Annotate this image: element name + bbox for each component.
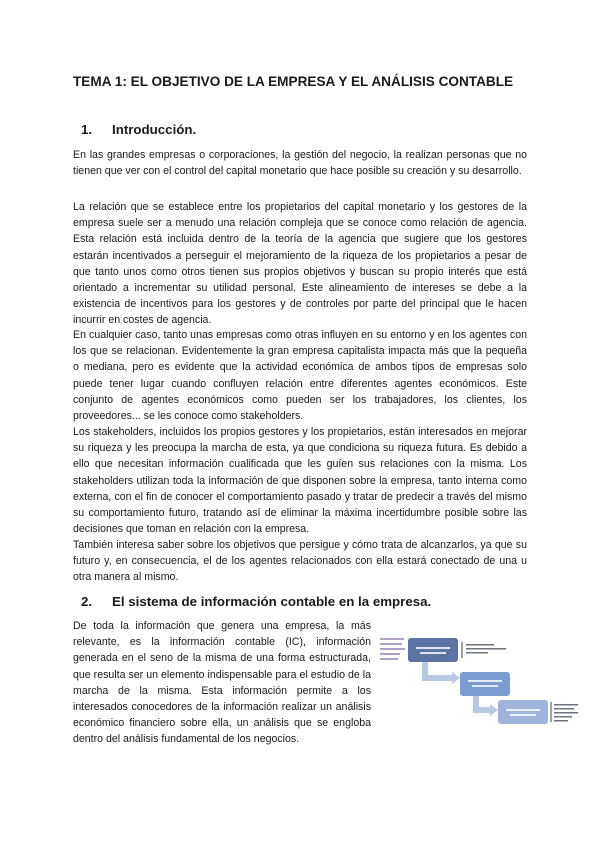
flow-box-2: [460, 672, 510, 696]
paragraph: La relación que se establece entre los propietarios del capital monetario y los gestores de la empresa suele ser a menudo una relación compleja que se conoce como relación de agencia. Esta relación está incluida dentro de la teoría de la agencia que sugiere que los gestores estarán incentivados a perseguir el mejoramiento de la riqueza de los propietarios a pesar de que tanto unos como otros tienen sus propios objetivos y buscan su propio interés que está orientado a incrementar su utilidad personal. Este alineamiento de intereses se debe a la existencia de incentivos para los gestores y de controles por parte del principal que le hacen incurrir en costes de agencia.: [73, 201, 527, 327]
section-title: El sistema de información contable en la empresa.: [112, 594, 432, 609]
paragraph: En las grandes empresas o corporaciones, la gestión del negocio, la realizan personas que no tienen que ver con el control del capital monetario que hace posible su creación y su desarrollo.: [73, 149, 527, 178]
section-heading-introduccion: [81, 121, 196, 139]
arrow-head: [490, 704, 498, 716]
arrow-head: [452, 672, 460, 684]
box-annotation: [550, 702, 578, 722]
section-number: 2.: [81, 594, 93, 609]
diagram-note: [380, 638, 405, 660]
page-title: TEMA 1: EL OBJETIVO DE LA EMPRESA Y EL ANÁLISIS CONTABLE: [73, 74, 514, 89]
flow-arrow: [425, 660, 452, 678]
flow-box-3: [498, 700, 548, 724]
section-title: Introducción.: [112, 122, 197, 137]
information-flow-diagram: [380, 630, 580, 740]
paragraph: Los stakeholders, incluidos los propios gestores y los propietarios, están interesados en mejorar su riqueza y les preocupa la marcha de esta, ya que condiciona su riqueza futura. Es debido a ello que necesitan información cualificada que les guíen sus relaciones con la misma. Los stakeholders utilizan toda la información de que disponen sobre la empresa, tanto interna como externa, con el fin de conocer el comportamiento pasado y tratar de predecir a través del mismo su comportamiento futuro, tratando así de eliminar la máxima incertidumbre posible sobre las decisiones que toman en relación con la empresa.: [73, 426, 527, 536]
flow-box-1: [408, 638, 458, 662]
paragraph: En cualquier caso, tanto unas empresas como otras influyen en su entorno y en los agentes con los que se relacionan. Evidentemente la gran empresa capitalista impacta más que la pequeña o mediana, pero es evidente que la actividad económica de ambos tipos de empresas solo puede tener lugar cuando confluyen relación entre diferentes agentes económicos. Este conjunto de agentes económicos como pueden ser los trabajadores, los clientes, los proveedores... se les conoce como stakeholders.: [73, 329, 527, 423]
paragraph: También interesa saber sobre los objetivos que persigue y cómo trata de alcanzarlos, ya que su futuro y, en consecuencia, el de los agentes relacionados con ella estará conectado de una u otra manera al mismo.: [73, 539, 527, 584]
section-heading-sistema-informacion: [81, 593, 431, 611]
section-number: 1.: [81, 122, 93, 137]
box-annotation: [461, 642, 506, 658]
paragraph: De toda la información que genera una empresa, la más relevante, es la información contable (IC), información generada en el seno de la misma de una forma estructurada, que resulta ser un elemento indispensable para el estudio de la marcha de la misma. Esta información permite a los interesados conocedores de la información realizar un análisis económico financiero sobre ella, un análisis que se engloba dentro del análisis fundamental de los negocios.: [73, 620, 371, 746]
